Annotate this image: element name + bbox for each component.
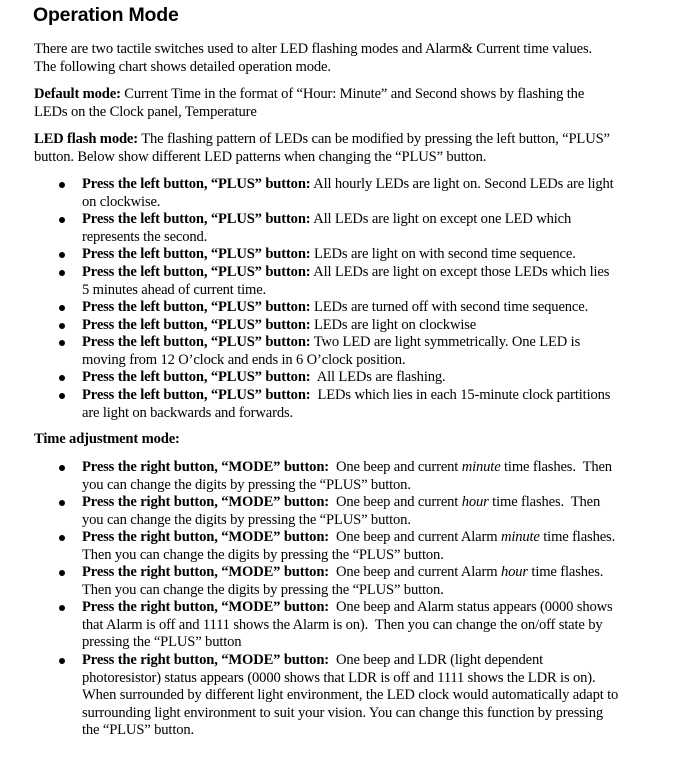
- bullet-icon: [59, 393, 65, 399]
- bullet-icon: [59, 535, 65, 541]
- bullet-icon: [59, 465, 65, 471]
- document-page: Operation Mode There are two tactile switches used to alter LED flashing modes and Alarm& Current time values. The following chart shows detailed operation mode. Default mode: Current Time in the format of “Hour: Minute” and Second shows by flashing the LEDs on the Clock panel, Temperature LED flash mode: The flashing pattern of LEDs can be modified by pressing the left button, “PLUS” button. Below show different LED patterns when changing the “PLUS” button. Press the left button, “PLUS” button: All hourly LEDs are light on. Second LEDs are light on clockwise. Press the left button, “PLUS” button: All LEDs are light on except one LED which represents the second. Press the left button, “PLUS” button: LEDs are light on with second time sequence. Press the left button, “PLUS” button: All LEDs are light on except those LEDs which lies 5 minutes ahead of current time. Press the left button, “PLUS” button: LEDs are turned off with second time sequence. Press the left button, “PLUS” button: LEDs are light on clockwise Press the left button, “PLUS” button: Two LED are light symmetrically. One LED is moving from 12 O’clock and ends in 6 O’clock position. Press the left button, “PLUS” button: All LEDs are flashing. Press the left button, “PLUS” button: LEDs which lies in each 15-minute clock partitions are light on backwards and forwards. Time adjustment mode: Press the right button, “MODE” button: One beep and current minute time flashes. Then you can change the digits by pressing the “PLUS” button. Press the right button, “MODE” button: One beep and current hour time flashes. Then you can change the digits by pressing the “PLUS” button. Press the right button, “MODE” button: One beep and current Alarm minute time flashes. Then you can change the digits by pressing the “PLUS” button. Press the right button, “MODE” button: One beep and current Alarm hour time flashes. Then you can change the digits by pressing the “PLUS” button. Press the right button, “MODE” button: One beep and Alarm status appears (0000 shows that Alarm is off and 1111 shows the Alarm is on). Then you can change the on/off state by pressing the “PLUS” button Press the right button, “MODE” button: One beep and LDR (light dependent photoresistor) status appears (0000 shows that LDR is off and 1111 shows the LDR is on). When surrounded by different light environment, the LED clock would automatically adapt to surrounding light environment to suit your vision. You can change this function by pressing the “PLUS” button.: [33, 4, 619, 738]
- intro-line-2: The following chart shows detailed operation mode.: [34, 58, 331, 75]
- bullet-icon: [59, 217, 65, 223]
- default-mode-line-1: [34, 86, 584, 104]
- bullet-icon: [59, 305, 65, 311]
- bullet-icon: [59, 658, 65, 664]
- bullet-icon: [59, 252, 65, 258]
- default-mode-text: Current Time in the format of “Hour: Minute” and Second shows by flashing the: [120, 86, 585, 102]
- default-mode-label: Default mode:: [34, 86, 121, 102]
- bullet-icon: [59, 270, 65, 276]
- page-title: Operation Mode: [33, 4, 179, 26]
- intro-line-1: There are two tactile switches used to alter LED flashing modes and Alarm& Current time values.: [34, 41, 592, 57]
- bullet-icon: [59, 605, 65, 611]
- bullet-icon: [59, 323, 65, 329]
- led-flash-mode-text: The flashing pattern of LEDs can be modified by pressing the left button, “PLUS”: [137, 131, 610, 147]
- led-flash-mode-line-1: [34, 131, 610, 149]
- bullet-icon: [59, 500, 65, 506]
- bullet-icon: [59, 375, 65, 381]
- time-adjustment-heading: Time adjustment mode:: [34, 431, 180, 447]
- bullet-icon: [59, 182, 65, 188]
- led-flash-mode-line-2: button. Below show different LED patterns when changing the “PLUS” button.: [34, 148, 487, 165]
- bullet-icon: [59, 570, 65, 576]
- bullet-icon: [59, 340, 65, 346]
- led-flash-mode-label: LED flash mode:: [34, 131, 138, 147]
- default-mode-line-2: LEDs on the Clock panel, Temperature: [34, 103, 257, 120]
